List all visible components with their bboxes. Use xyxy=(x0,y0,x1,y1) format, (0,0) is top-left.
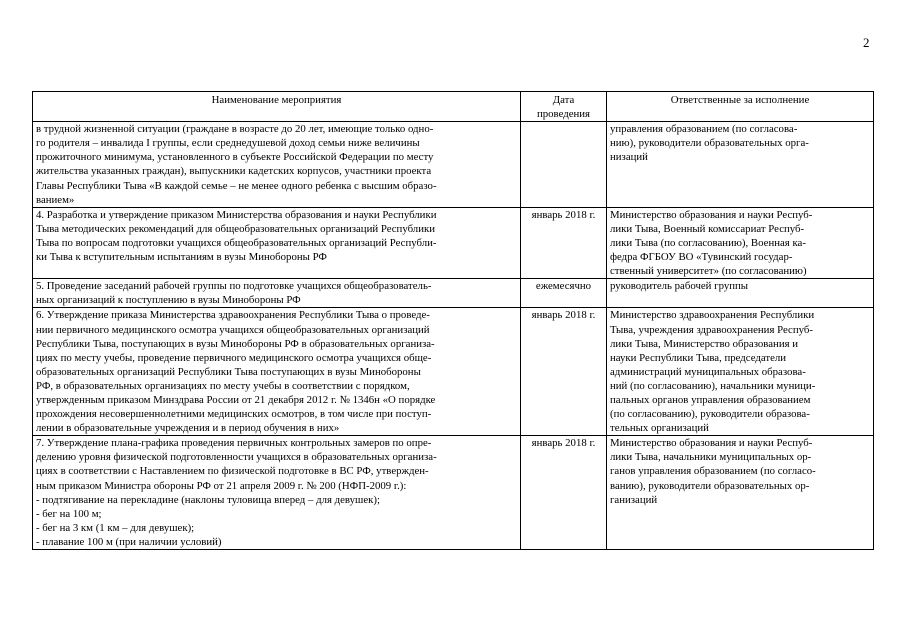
table-row xyxy=(33,279,874,308)
responsible-cell: Министерство здравоохранения Республики Тыва, учреждения здравоохранения Респуб- лики Тыва, Министерство образования и науки Республики Тыва, председатели администраций муниципальных образова- ний (по согласованию), начальники муници- пальных органов управления образованием (по согласованию), руководители образова- тельных организаций xyxy=(607,308,874,436)
date-cell: январь 2018 г. xyxy=(521,207,607,278)
table-row xyxy=(33,207,874,278)
date-cell: январь 2018 г. xyxy=(521,436,607,550)
date-cell xyxy=(521,122,607,208)
table-row xyxy=(33,308,874,436)
event-cell: 6. Утверждение приказа Министерства здравоохранения Республики Тыва о проведе- нии первичного медицинского осмотра учащихся общеобразовательных организаций Республики Тыва, поступающих в вузы Минобороны РФ в образовательных организа- циях по месту учебы, проведение первичного медицинского осмотра учащихся обще- образовательных организаций Республики Тыва поступающих в вузы Минобороны РФ, в образовательных организациях по месту учебы в соответствии с порядком, утвержденным приказом Минздрава России от 21 декабря 2012 г. № 1346н «О порядке прохождения несовершеннолетними медицинских осмотров, в том числе при поступ- лении в образовательные учреждения и в период обучения в них» xyxy=(33,308,521,436)
event-cell: 7. Утверждение плана-графика проведения первичных контрольных замеров по опре- делению уровня физической подготовленности учащихся в образовательных организа- циях в соответствии с Наставлением по физической подготовке в ВС РФ, утвержден- ным приказом Министра обороны РФ от 21 апреля 2009 г. № 200 (НФП-2009 г.): - подтягивание на перекладине (наклоны туловища вперед – для девушек); - бег на 100 м; - бег на 3 км (1 км – для девушек); - плавание 100 м (при наличии условий) xyxy=(33,436,521,550)
date-cell: ежемесячно xyxy=(521,279,607,308)
date-cell: январь 2018 г. xyxy=(521,308,607,436)
responsible-cell: руководитель рабочей группы xyxy=(607,279,874,308)
table-row xyxy=(33,436,874,550)
table-row xyxy=(33,122,874,208)
header-event: Наименование мероприятия xyxy=(33,92,521,122)
table-header-row xyxy=(33,92,874,122)
responsible-cell: Министерство образования и науки Респуб- лики Тыва, начальники муниципальных ор- ганов управления образованием (по согласо- ванию), руководители образовательных ор- ганизаций xyxy=(607,436,874,550)
events-table xyxy=(32,91,874,550)
page-number: 2 xyxy=(863,35,870,50)
header-date: Дата проведения xyxy=(521,92,607,122)
responsible-cell: управления образованием (по согласова- нию), руководители образовательных орга- низаций xyxy=(607,122,874,208)
event-cell: 5. Проведение заседаний рабочей группы по подготовке учащихся общеобразователь- ных организаций к поступлению в вузы Минобороны РФ xyxy=(33,279,521,308)
event-cell: в трудной жизненной ситуации (граждане в возрасте до 20 лет, имеющие только одно- го родителя – инвалида I группы, если среднедушевой доход семьи ниже величины прожиточного минимума, установленного в субъекте Российской Федерации по месту жительства указанных граждан), выпускники кадетских корпусов, участники проекта Главы Республики Тыва «В каждой семье – не менее одного ребенка с высшим образо- ванием» xyxy=(33,122,521,208)
event-cell: 4. Разработка и утверждение приказом Министерства образования и науки Республики Тыва методических рекомендаций для общеобразовательных организаций Республики Тыва по вопросам подготовки учащихся общеобразовательных организаций Республи- ки Тыва к вступительным испытаниям в вузы Минобороны РФ xyxy=(33,207,521,278)
responsible-cell: Министерство образования и науки Респуб- лики Тыва, Военный комиссариат Респуб- лики Тыва (по согласованию), Военная ка- федра ФГБОУ ВО «Тувинский государ- ственный университет» (по согласованию) xyxy=(607,207,874,278)
header-responsible: Ответственные за исполнение xyxy=(607,92,874,122)
